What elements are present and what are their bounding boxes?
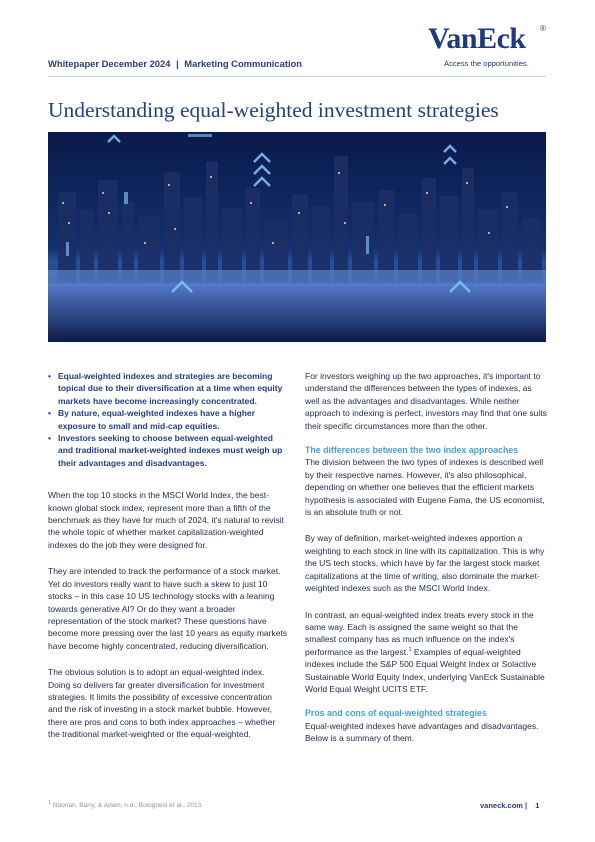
logo-wordmark: VanEck [428, 22, 526, 55]
footnote: $^1$ Noonan, Barry, & Adam, n.d.; Bolognesi et al., 2013. [48, 799, 204, 809]
document-header [48, 58, 302, 69]
footnote-ref[interactable]: 1 [408, 646, 412, 653]
body-paragraph: The division between the two types of indexes is described well by their respective names. However, it's also philosophical, depending on whether one believes that the efficient markets hypothesis is associated with Eugene Fama, the US economist, is an absolute truth or not. [305, 457, 545, 518]
right-column [305, 360, 548, 745]
bullet-icon: • [48, 433, 51, 444]
website-link[interactable]: vaneck.com [480, 801, 523, 810]
intro-paragraph: For investors weighing up the two approaches, it's important to understand the differences between the types of indexes, as well as the advantages and disadvantages. While neither approach to indexing is perfect, investors may find that one suits their specific circumstances more than the other. [305, 371, 547, 431]
body-paragraph: The obvious solution is to adopt an equal-weighted index. Doing so delivers far greater diversification for investment strategies. It limits the possibility of excessive concentration and the risk of investing in a stock market bubble. However, there are pros and cons to both index approaches – whether the traditional market-weighted or the equal-weighted. [48, 667, 276, 740]
key-point: • By nature, equal-weighted indexes have a higher exposure to small and mid-cap equities. [48, 408, 255, 431]
doc-type: Whitepaper December 2024 [48, 58, 171, 69]
key-point: • Investors seeking to choose between equal-weighted and traditional market-weighted indexes must weigh up their advantages and disadvantages. [48, 433, 283, 468]
body-paragraph: In contrast, an equal-weighted index treats every stock in the same way. Each is assigned the same weight so that the smallest company has as much influence on the index's performance as the largest.$^1$ Examples of equal-weighted indexes include the S&P 500 Equal Weight Index or Solactive Sustainable World Equity Index, underlying VanEck Sustainable World Equal Weight UCITS ETF. [305, 609, 545, 694]
header-separator: | [176, 58, 179, 69]
bullet-icon: • [48, 371, 51, 381]
vaneck-logo[interactable] [428, 22, 548, 72]
body-paragraph: By way of definition, market-weighted indexes apportion a weighting to each stock in line with its capitalization. This is why the US tech stocks, which have by far the largest stock market capitalizations at the time of writing, also dominate the market-weighted indexes such as the MSCI World Index. [305, 533, 545, 594]
city-skyline-image [48, 132, 546, 342]
body-paragraph: Equal-weighted indexes have advantages and disadvantages. Below is a summary of them. [305, 720, 539, 744]
header-divider [48, 76, 546, 77]
key-points-list [48, 370, 288, 469]
page-number: 1 [535, 801, 540, 810]
doc-category: Marketing Communication [184, 58, 303, 69]
section-heading: The differences between the two index approaches [305, 445, 519, 456]
section-heading: Pros and cons of equal-weighted strategies [305, 708, 487, 719]
bullet-icon: • [48, 408, 51, 419]
page-footer [480, 801, 539, 810]
key-point: • Equal-weighted indexes and strategies are becoming topical due to their diversification at a time when equity markets have become increasingly concentrated. [48, 371, 283, 406]
body-paragraph: They are intended to track the performance of a stock market. Yet do investors really want to have such a skew to just 10 stocks – in this case 10 US technology stocks with a leaning towards generative AI? Or do they want a broader representation of the stock market? These questions have become more pressing over the last 10 years as equity markets have become highly concentrated, reducing diversification. [48, 566, 288, 651]
footer-separator: | [525, 801, 528, 810]
page-title: Understanding equal-weighted investment strategies [48, 98, 499, 122]
body-paragraph: When the top 10 stocks in the MSCI World Index, the best-known global stock index, represent more than a fifth of the benchmark as they have for much of 2024, it's natural to revisit the whole topic of whether market capitalization-weighted indexes do the job they were designed for. [48, 490, 284, 550]
left-column [48, 360, 288, 741]
registered-mark: ® [540, 24, 546, 33]
logo-tagline: Access the opportunities. [444, 59, 529, 68]
